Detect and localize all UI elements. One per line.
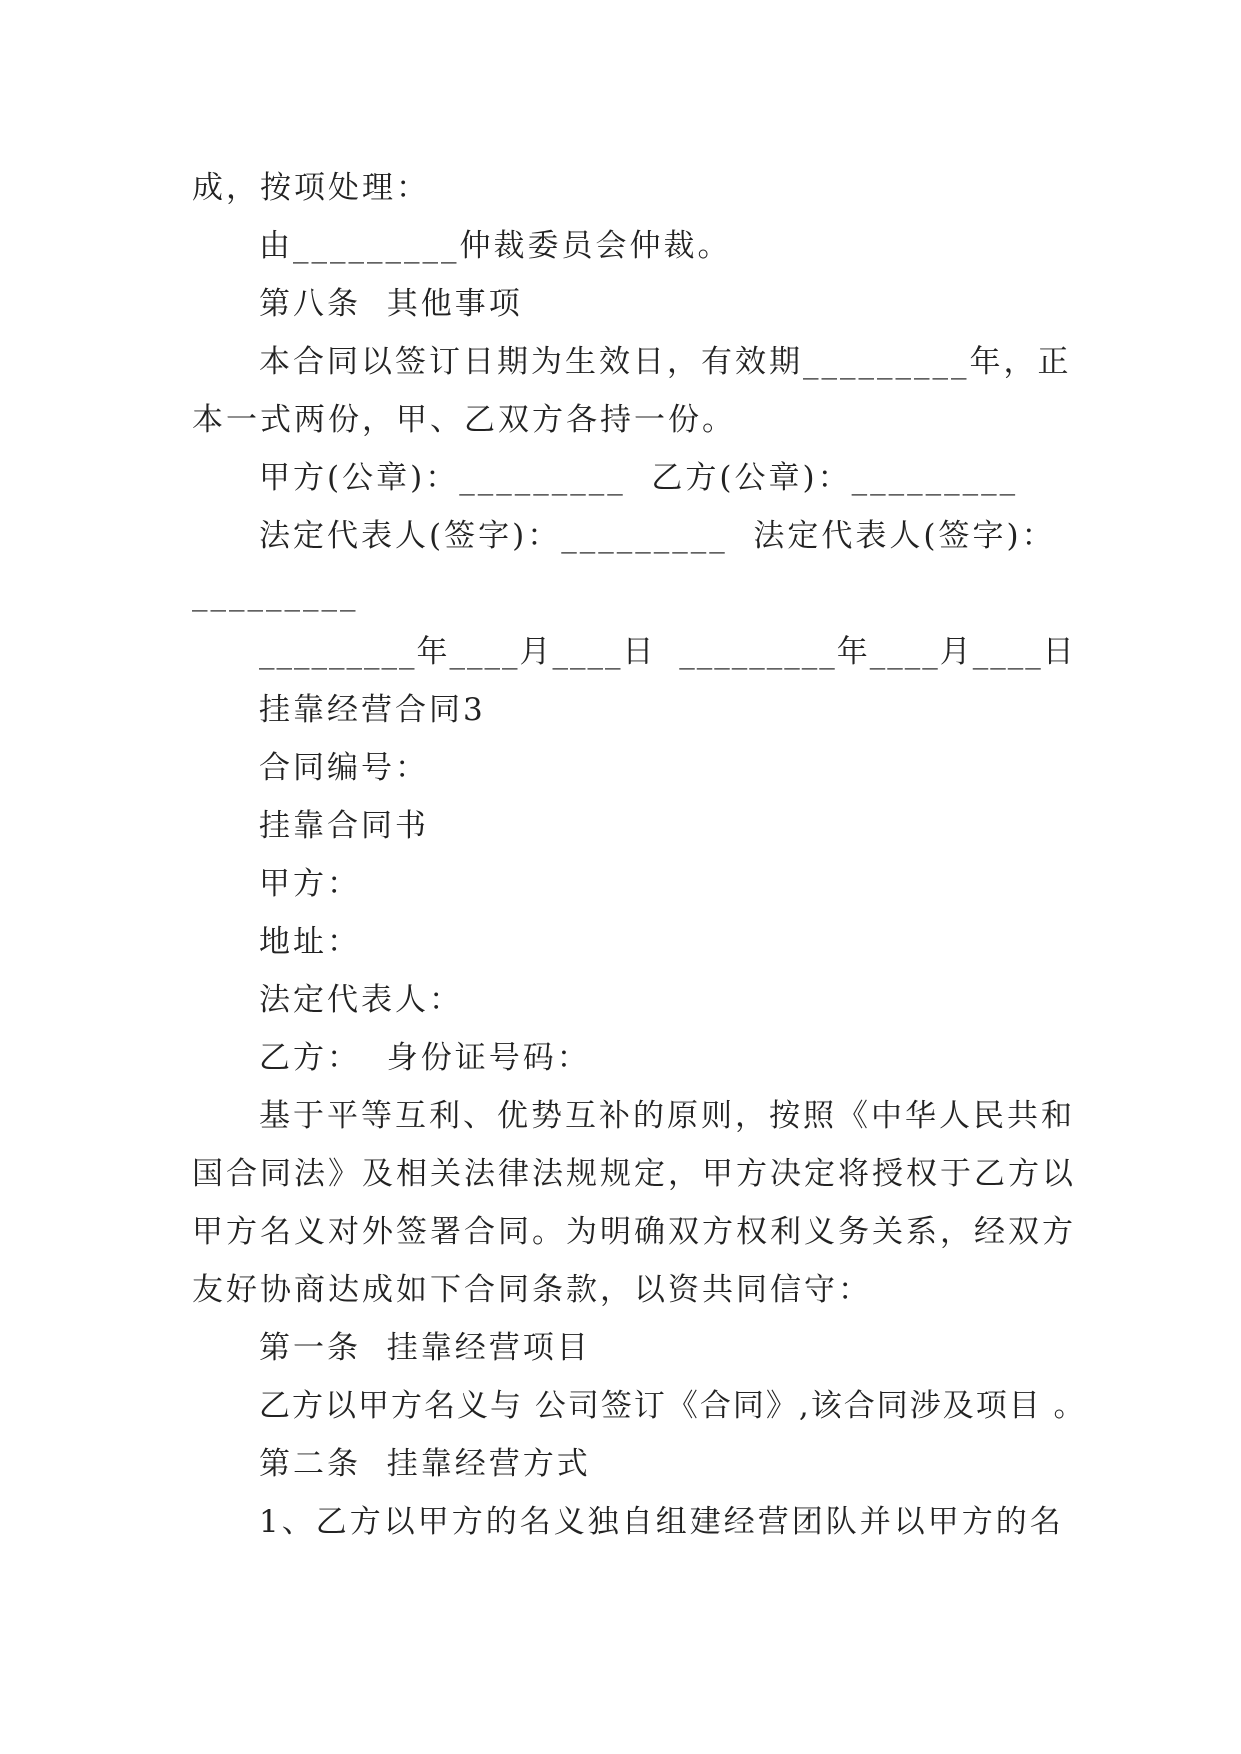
date-line: _________年____月____日 _________年____月____日: [259, 634, 1076, 670]
text-line: 乙方以甲方名义与 公司签订《合同》,该合同涉及项目 。: [259, 1388, 1087, 1424]
text-line: 甲方：: [259, 866, 361, 902]
text-line: 本合同以签订日期为生效日，有效期_________年，正: [259, 344, 1072, 380]
text-line: 挂靠合同书: [259, 808, 429, 844]
text-line: 基于平等互利、优势互补的原则，按照《中华人民共和: [259, 1098, 1075, 1134]
signature-line: 甲方(公章)：_________ 乙方(公章)：_________: [259, 460, 1019, 496]
article-heading: 第一条 挂靠经营项目: [259, 1330, 591, 1366]
text-line: 合同编号：: [259, 750, 429, 786]
text-line: 法定代表人：: [259, 982, 463, 1018]
text-line: 乙方： 身份证号码：: [259, 1040, 591, 1076]
text-line: 地址：: [259, 924, 361, 960]
text-line: 本一式两份，甲、乙双方各持一份。: [192, 402, 736, 438]
text-line: 甲方名义对外签署合同。为明确双方权利义务关系，经双方: [192, 1214, 1076, 1250]
signature-line: _________: [192, 576, 359, 612]
text-line: 1、乙方以甲方的名义独自组建经营团队并以甲方的名: [259, 1504, 1064, 1540]
article-heading: 第八条 其他事项: [259, 286, 523, 322]
text-line: 由_________仲裁委员会仲裁。: [259, 228, 732, 264]
article-heading: 第二条 挂靠经营方式: [259, 1446, 591, 1482]
signature-line: 法定代表人(签字)：_________ 法定代表人(签字)：: [259, 518, 1056, 554]
text-line: 友好协商达成如下合同条款，以资共同信守：: [192, 1272, 872, 1308]
text-line: 成，按项处理：: [192, 170, 430, 206]
contract-title: 挂靠经营合同3: [259, 692, 486, 728]
text-line: 国合同法》及相关法律法规规定，甲方决定将授权于乙方以: [192, 1156, 1076, 1192]
